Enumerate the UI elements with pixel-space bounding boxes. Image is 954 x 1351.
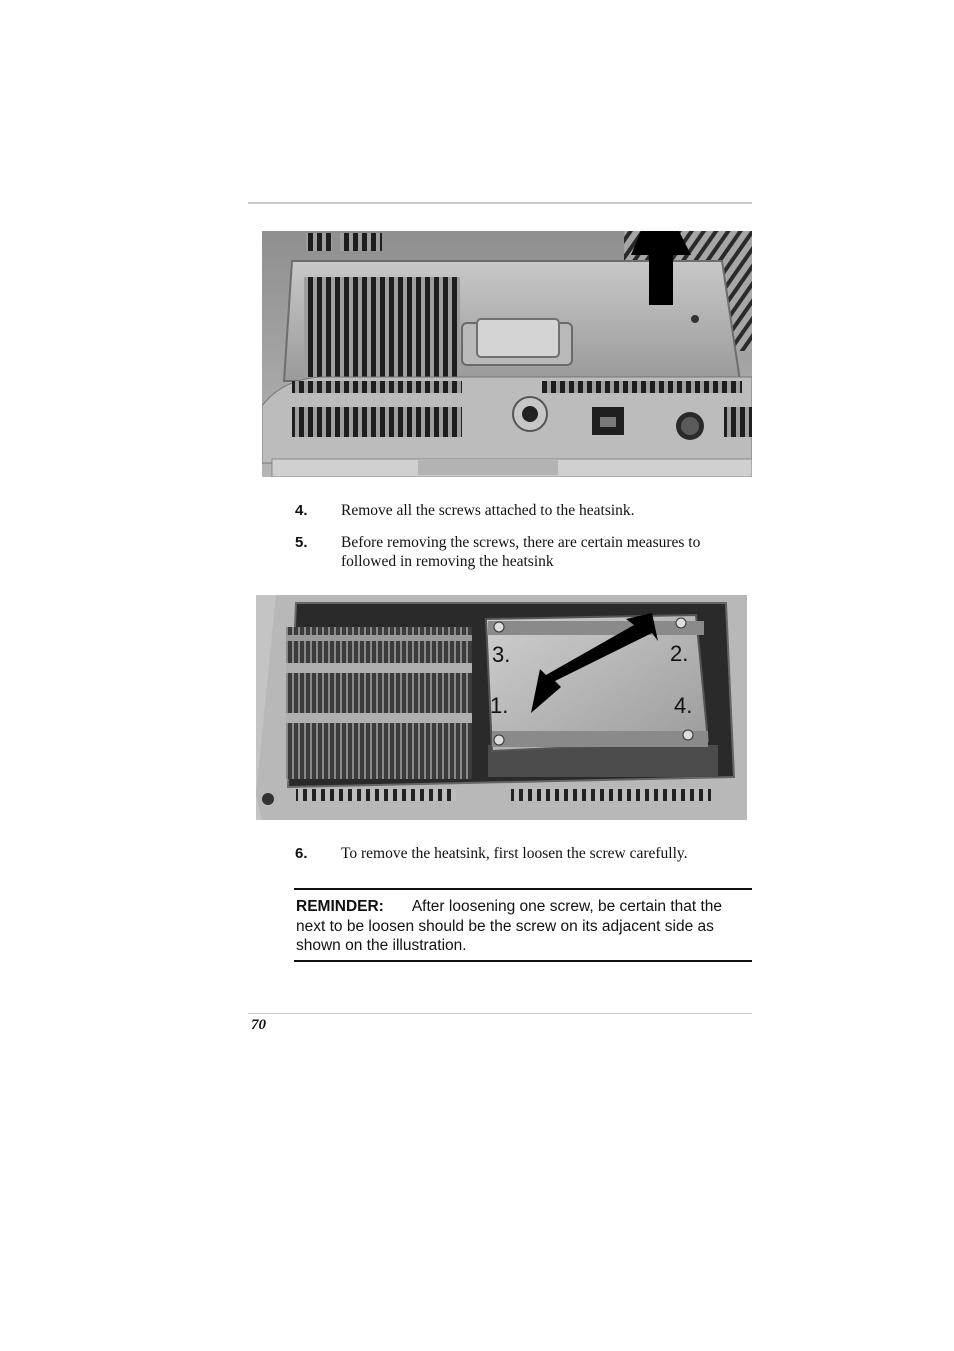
step-4 xyxy=(295,501,755,520)
page-number: 70 xyxy=(251,1017,266,1033)
header-rule xyxy=(248,202,752,204)
screw-label-1: 1. xyxy=(490,693,509,718)
step-number: 5. xyxy=(295,534,308,551)
step-number: 6. xyxy=(295,845,308,862)
step-6 xyxy=(295,844,755,863)
step-number: 4. xyxy=(295,502,308,519)
reminder-box xyxy=(294,888,752,962)
screw-label-3: 3. xyxy=(492,642,511,667)
footer-rule xyxy=(248,1013,752,1014)
reminder-text: After loosening one screw, be certain that the next to be loosen should be the screw on its adjacent side as shown on the illustration. xyxy=(296,898,723,954)
step-5 xyxy=(295,533,755,571)
step-text: To remove the heatsink, first loosen the screw carefully. xyxy=(341,845,688,862)
step-text: Remove all the screws attached to the heatsink. xyxy=(341,502,635,519)
step-text: Before removing the screws, there are certain measures to followed in removing the heatsink xyxy=(341,534,701,570)
reminder-paragraph xyxy=(296,897,750,956)
screw-label-2: 2. xyxy=(670,641,689,666)
photo-notebook-underside xyxy=(262,231,752,477)
screw-label-4: 4. xyxy=(674,693,693,718)
photo-heatsink-screws xyxy=(256,595,747,820)
reminder-label: REMINDER: xyxy=(296,898,384,915)
